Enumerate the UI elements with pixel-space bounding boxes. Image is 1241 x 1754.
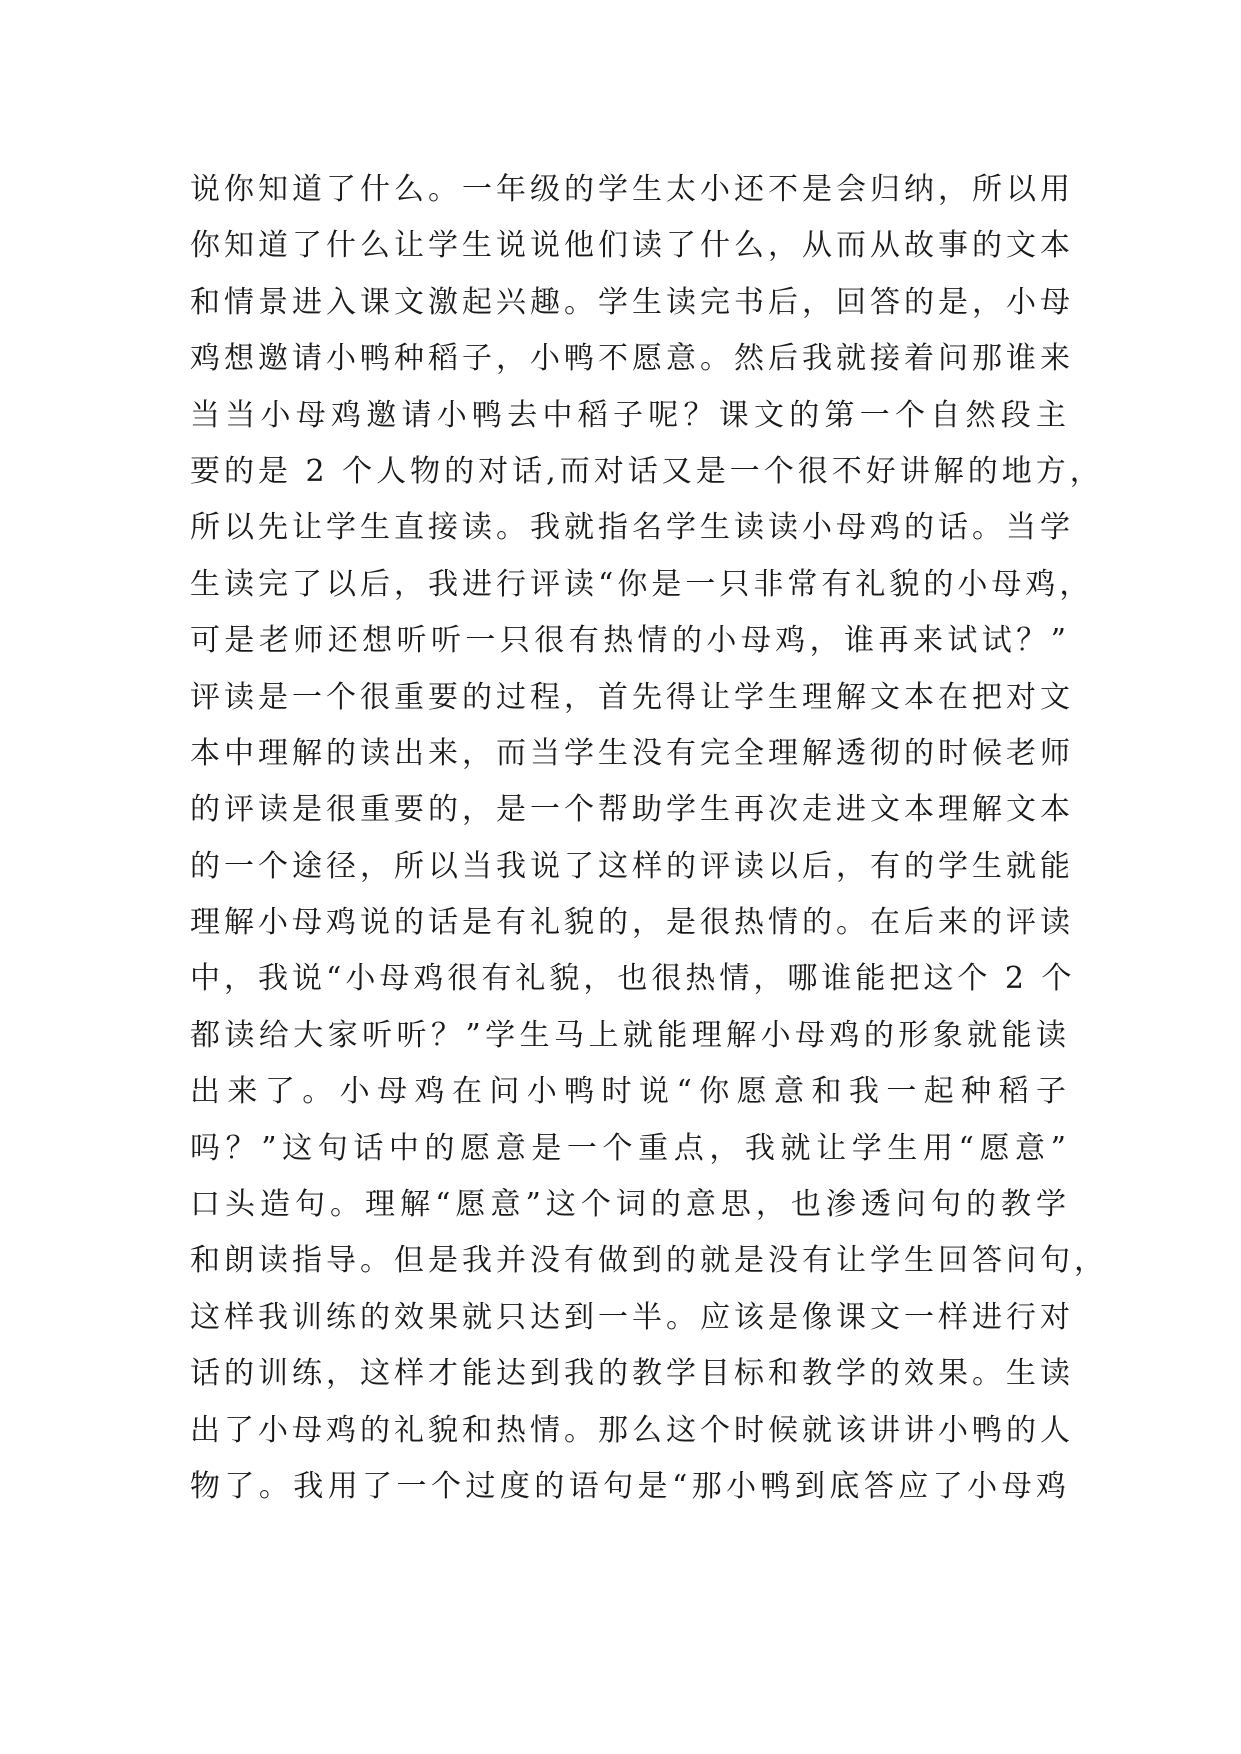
- text-line: 理解小母鸡说的话是有礼貌的，是很热情的。在后来的评读: [190, 905, 1074, 941]
- text-line: 话的训练，这样才能达到我的教学目标和教学的效果。生读: [190, 1356, 1074, 1392]
- body-text: [190, 162, 1108, 1515]
- text-line: 本中理解的读出来，而当学生没有完全理解透彻的时候老师: [190, 735, 1074, 771]
- text-line: 当当小母鸡邀请小鸭去中稻子呢？课文的第一个自然段主: [190, 397, 1070, 433]
- text-line: 的一个途径，所以当我说了这样的评读以后，有的学生就能: [190, 848, 1074, 884]
- text-line: 物了。我用了一个过度的语句是“那小鸭到底答应了小母鸡: [190, 1468, 1070, 1504]
- text-line: 所以先让学生直接读。我就指名学生读读小母鸡的话。当学: [190, 510, 1074, 546]
- text-line: 的评读是很重要的，是一个帮助学生再次走进文本理解文本: [190, 792, 1074, 828]
- text-line: 出了小母鸡的礼貌和热情。那么这个时候就该讲讲小鸭的人: [190, 1412, 1074, 1448]
- text-line: 可是老师还想听听一只很有热情的小母鸡，谁再来试试？”: [190, 623, 1070, 659]
- text-line: 吗？”这句话中的愿意是一个重点，我就让学生用“愿意”: [190, 1130, 1070, 1166]
- text-line: 和朗读指导。但是我并没有做到的就是没有让学生回答问句，: [190, 1243, 1108, 1279]
- text-line: 口头造句。理解“愿意”这个词的意思，也渗透问句的教学: [190, 1187, 1070, 1223]
- text-line: 鸡想邀请小鸭种稻子，小鸭不愿意。然后我就接着问那谁来: [190, 341, 1074, 377]
- text-line: 生读完了以后，我进行评读“你是一只非常有礼貌的小母鸡，: [190, 566, 1094, 602]
- text-line: 中，我说“小母鸡很有礼貌，也很热情，哪谁能把这个 2 个: [190, 961, 1076, 997]
- text-line: 评读是一个很重要的过程，首先得让学生理解文本在把对文: [190, 679, 1074, 715]
- text-line: 你知道了什么让学生说说他们读了什么，从而从故事的文本: [190, 228, 1074, 264]
- text-line: 和情景进入课文激起兴趣。学生读完书后，回答的是，小母: [190, 284, 1074, 320]
- text-line: 说你知道了什么。一年级的学生太小还不是会归纳，所以用: [190, 172, 1074, 207]
- text-line: 要的是 2 个人物的对话,而对话又是一个很不好讲解的地方，: [190, 453, 1104, 489]
- text-line: 都读给大家听听？”学生马上就能理解小母鸡的形象就能读: [190, 1017, 1070, 1053]
- text-line: 出来了。小母鸡在问小鸭时说“你愿意和我一起种稻子: [190, 1074, 1070, 1110]
- text-line: 这样我训练的效果就只达到一半。应该是像课文一样进行对: [190, 1299, 1074, 1335]
